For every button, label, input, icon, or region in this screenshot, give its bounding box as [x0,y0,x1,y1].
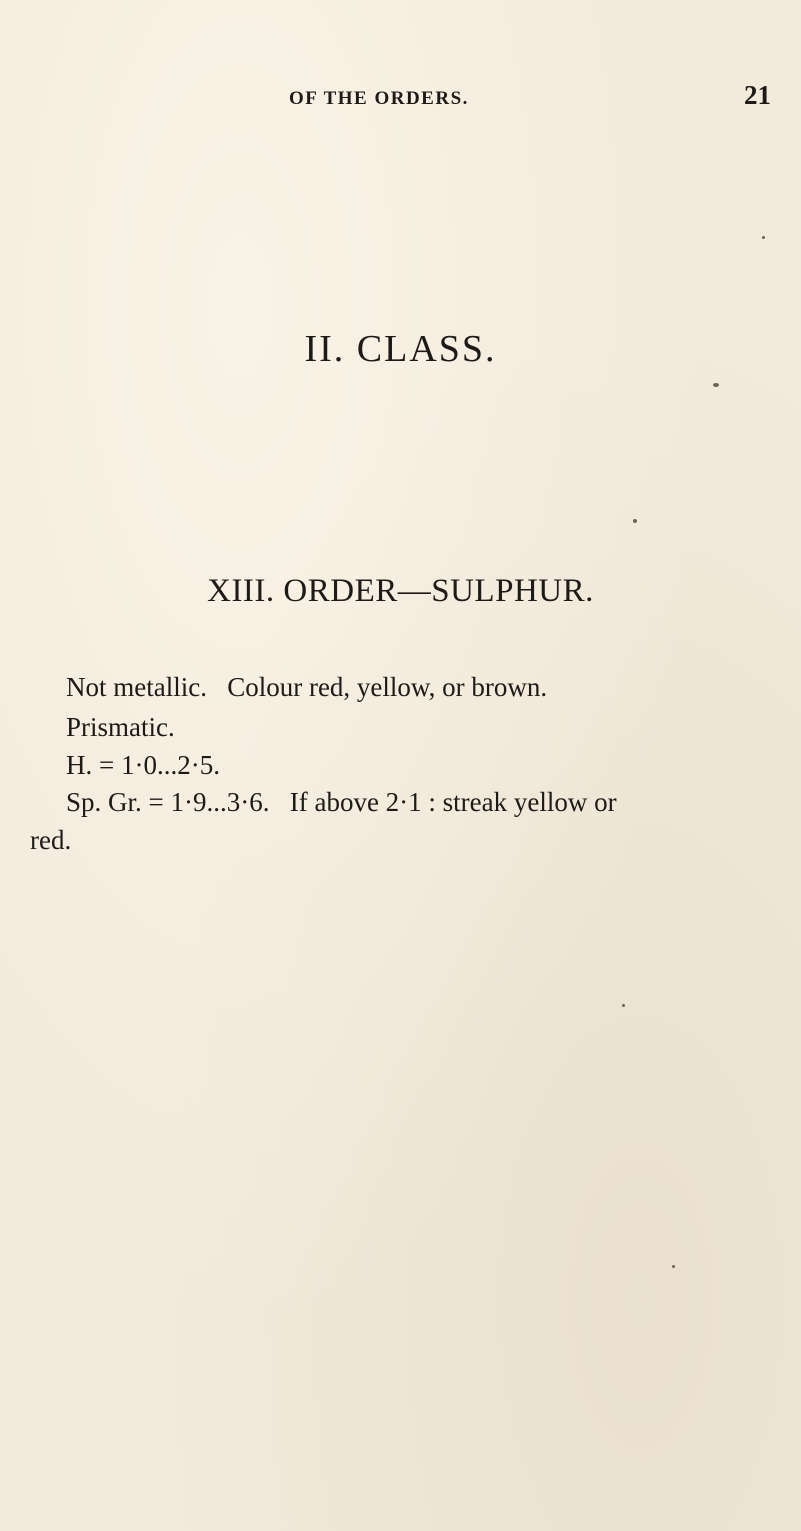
body-line-continuation: red. [30,825,72,855]
body-line-form: Prismatic. [66,712,175,742]
body-line-specific-gravity: Sp. Gr. = 1·9...3·6. If above 2·1 : streak yellow or [66,787,617,817]
order-heading: XIII. ORDER—SULPHUR. [207,573,594,609]
paper-speck [672,1265,675,1268]
class-heading: II. CLASS. [304,328,497,370]
page-number: 21 [744,80,771,110]
body-line-hardness: H. = 1·0...2·5. [66,750,220,780]
paper-speck [762,236,765,239]
paper-speck [633,519,637,523]
running-head: OF THE ORDERS. [289,88,469,109]
body-line-colour: Not metallic. Colour red, yellow, or brown. [66,672,548,702]
paper-speck [622,1004,625,1007]
paper-speck [713,383,719,387]
